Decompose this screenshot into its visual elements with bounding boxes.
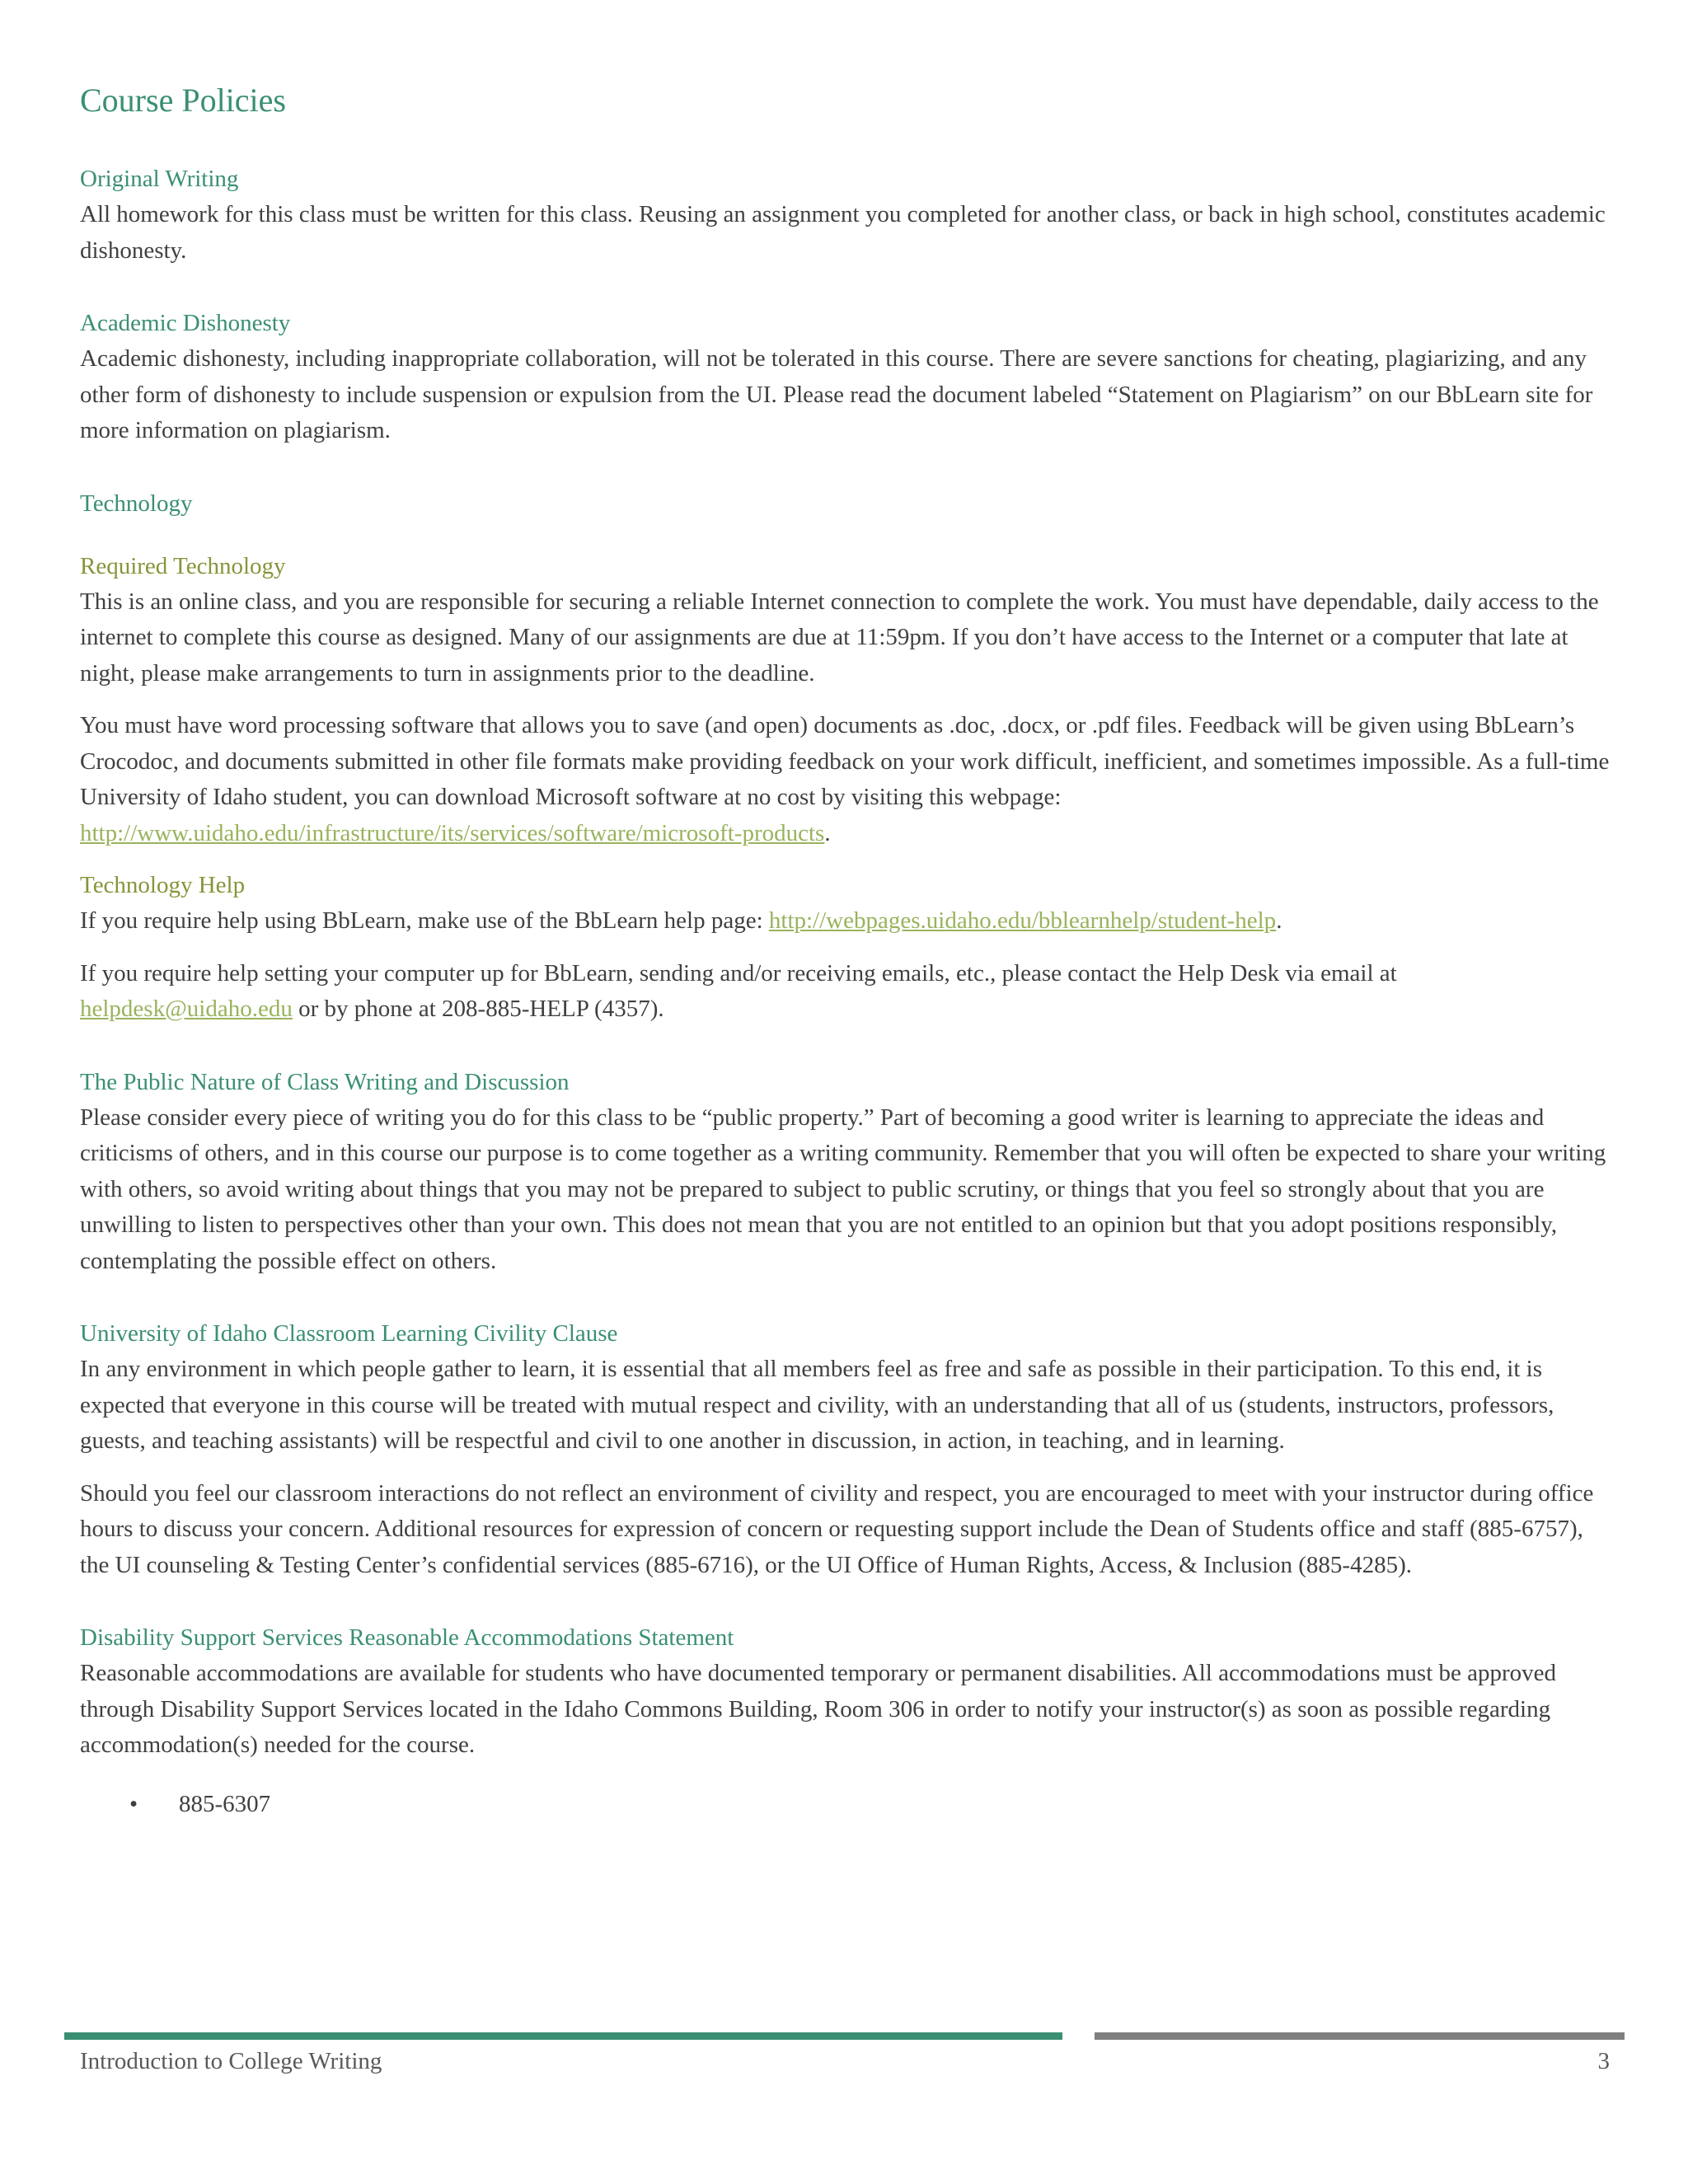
section-civility-clause [80,1316,1615,1583]
section-technology [80,486,1615,522]
section-paragraph [80,956,1615,1028]
section-paragraph: Reasonable accommodations are available for students who have documented temporary or permanent disabilities. All accommodations must be approved through Disability Support Services located in the Idaho Commons Building, Room 306 in order to notify your instructor(s) as soon as possible regarding accommodation(s) needed for the course. [80,1660,1557,1758]
footer-course-title: Introduction to College Writing [80,2048,382,2074]
section-original-writing [80,162,1615,269]
section-paragraph [80,903,1615,940]
section-paragraph [80,708,1615,851]
footer-rule-green [64,2032,1062,2040]
section-disability-support [80,1620,1615,1822]
paragraph-text: . [824,819,831,846]
section-technology-help [80,868,1615,1028]
subsection-heading: Required Technology [80,552,286,579]
bullet-icon: • [129,1790,138,1817]
paragraph-text: If you require help using BbLearn, make use of the BbLearn help page: [80,907,769,934]
bblearn-help-link[interactable]: http://webpages.uidaho.edu/bblearnhelp/student-help [768,907,1277,934]
page-footer [80,2044,1610,2079]
page-title: Course Policies [80,82,286,119]
list-item-text: 885-6307 [179,1790,271,1817]
section-heading: Disability Support Services Reasonable Accommodations Statement [80,1624,734,1651]
section-paragraph: Should you feel our classroom interactions do not reflect an environment of civility and respect, you are encouraged to meet with your instructor during office hours to discuss your concern. Additional resources for expression of concern or requesting support include the Dean of Students office and staff (885-6757), the UI counseling & Testing Center’s confidential services (885-6716), or the UI Office of Human Rights, Access, & Inclusion (885-4285). [80,1479,1594,1578]
section-academic-dishonesty [80,306,1615,449]
section-heading: Original Writing [80,166,239,192]
section-paragraph: This is an online class, and you are responsible for securing a reliable Internet connection to complete the work. You must have dependable, daily access to the internet to complete this course as designed. Many of our assignments are due at 11:59pm. If you don’t have access to the Internet or a computer that late at night, please make arrangements to turn in assignments prior to the deadline. [80,588,1599,687]
document-page [80,79,1615,1822]
section-heading: The Public Nature of Class Writing and Discussion [80,1068,570,1095]
list-item [80,1787,1615,1822]
section-public-nature [80,1065,1615,1280]
paragraph-text: or by phone at 208-885-HELP (4357). [292,996,664,1022]
section-required-technology [80,549,1615,852]
section-heading: Technology [80,490,193,517]
paragraph-text: If you require help setting your computer up for BbLearn, sending and/or receiving emails, etc., please contact the Help Desk via email at [80,959,1397,987]
section-heading: Academic Dishonesty [80,310,291,336]
helpdesk-email-link[interactable]: helpdesk@uidaho.edu [80,996,293,1022]
page-number: 3 [1597,2048,1610,2074]
paragraph-text: . [1276,907,1282,934]
section-paragraph: Please consider every piece of writing you do for this class to be “public property.” Part of becoming a good writer is learning to appreciate the ideas and criticisms of others, and in this course our purpose is to come together as a writing community. Remember that you will often be expected to share your writing with others, so avoid writing about things that you may not be prepared to subject to public scrutiny, or things that you feel so strongly about that you are unwilling to listen to perspectives other than your own. This does not mean that you are not entitled to an opinion but that you adopt positions responsibly, contemplating the possible effect on others. [80,1104,1606,1274]
section-heading: University of Idaho Classroom Learning Civility Clause [80,1320,618,1347]
footer-rule-gray [1095,2032,1625,2040]
microsoft-products-link[interactable]: http://www.uidaho.edu/infrastructure/its/services/software/microsoft-products [80,819,825,846]
paragraph-text: You must have word processing software that allows you to save (and open) documents as .doc, .docx, or .pdf files. Feedback will be given using BbLearn’s Crocodoc, and documents submitted in other file formats make providing feedback on your work difficult, inefficient, and sometimes impossible. As a full-time University of Idaho student, you can download Microsoft software at no cost by visiting this webpage: [80,712,1610,810]
section-paragraph: Academic dishonesty, including inappropriate collaboration, will not be tolerated in this course. There are severe sanctions for cheating, plagiarizing, and any other form of dishonesty to include suspension or expulsion from the UI. Please read the document labeled “Statement on Plagiarism” on our BbLearn site for more information on plagiarism. [80,345,1593,443]
bullet-list [80,1787,1615,1822]
section-paragraph: All homework for this class must be written for this class. Reusing an assignment you completed for another class, or back in high school, constitutes academic dishonesty. [80,201,1606,264]
subsection-heading: Technology Help [80,872,246,898]
section-paragraph: In any environment in which people gather to learn, it is essential that all members feel as free and safe as possible in their participation. To this end, it is expected that everyone in this course will be treated with mutual respect and civility, with an understanding that all of us (students, instructors, professors, guests, and teaching assistants) will be respectful and civil to one another in discussion, in action, in teaching, and in learning. [80,1356,1554,1454]
